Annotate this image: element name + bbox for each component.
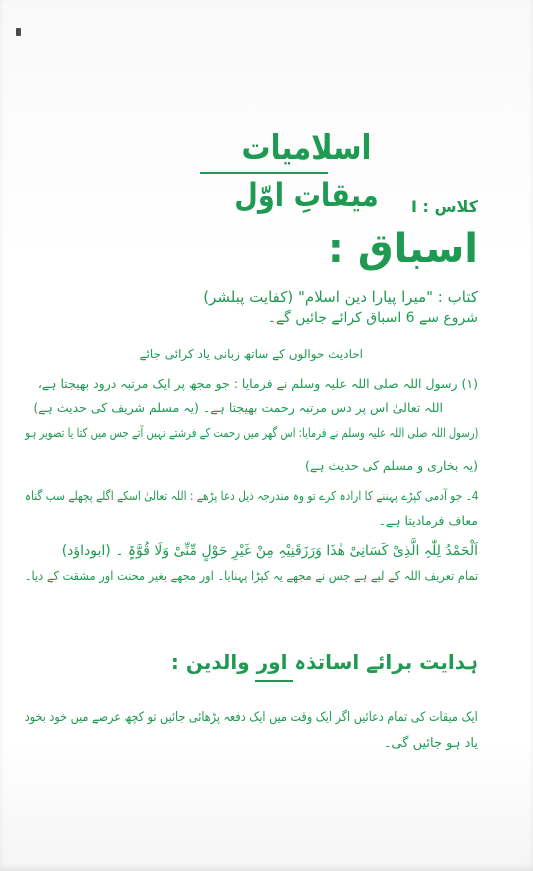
hadith-intro: احادیث حوالوں کے ساتھ زبانی یاد کرائی جائے (139, 347, 363, 361)
heading-underline (255, 680, 293, 682)
punch-mark (16, 28, 21, 36)
class-label: کلاس : I (410, 197, 478, 216)
text-line: (یہ بخاری و مسلم کی حدیث ہے) (305, 458, 478, 473)
text-line: معاف فرمادیتا ہے۔ (378, 513, 478, 528)
instructions-paragraph-line: یاد ہو جائیں گی۔ (383, 736, 478, 751)
book-line: کتاب : "میرا پیارا دین اسلام" (کفایت پبلشر) (203, 288, 478, 306)
page-title: اسلامیات (241, 128, 372, 168)
instructions-paragraph-line: ایک میقات کی تمام دعائیں اگر ایک وقت میں ایک دفعہ پڑھائی جائیں تو کچھ عرصے میں خود بخود (25, 710, 478, 725)
dua-arabic: اَلْحَمْدُ لِلّٰہِ الَّذِیْ کَسَانِیْ ھٰذَا وَرَزَقَنِیْہِ مِنْ غَیْرِ حَوْلٍ مِّنِّیْ وَلَا قُوَّۃٍ ۔ (ابوداؤد) (61, 543, 478, 559)
text-line: اللہ تعالیٰ اس پر دس مرتبہ رحمت بھیجتا ہے۔ (یہ مسلم شریف کی حدیث ہے) (33, 400, 443, 415)
title-underline (200, 172, 328, 174)
instructions-heading: ہدایت برائے اساتذہ اور والدین : (170, 650, 478, 674)
text-line: (رسول اللہ صلی اللہ علیہ وسلم نے فرمایا: اس گھر میں رحمت کے فرشتے نہیں آتے جس میں کتا یا تصویر ہو (24, 425, 478, 440)
page-subtitle: میقاتِ اوّل (234, 176, 379, 214)
lessons-heading: اسباق : (327, 226, 478, 272)
text-line: 4۔ جو آدمی کپڑے پہننے کا ارادہ کرے تو وہ مندرجہ ذیل دعا پڑھے : اللہ تعالیٰ اسکے اگلے پچھلے سب گناہ (24, 488, 478, 503)
text-line: (۱) رسول اللہ صلی اللہ علیہ وسلم نے فرمایا : جو مجھ پر ایک مرتبہ درود بھیجتا ہے، (37, 376, 478, 391)
book-lessons-line: شروع سے 6 اسباق کرائے جائیں گے۔ (267, 310, 478, 326)
dua-translation: تمام تعریف اللہ کے لیے ہے جس نے مجھے یہ کپڑا پہنایا۔ اور مجھے بغیر محنت اور مشقت کے دیا۔ (24, 568, 478, 583)
